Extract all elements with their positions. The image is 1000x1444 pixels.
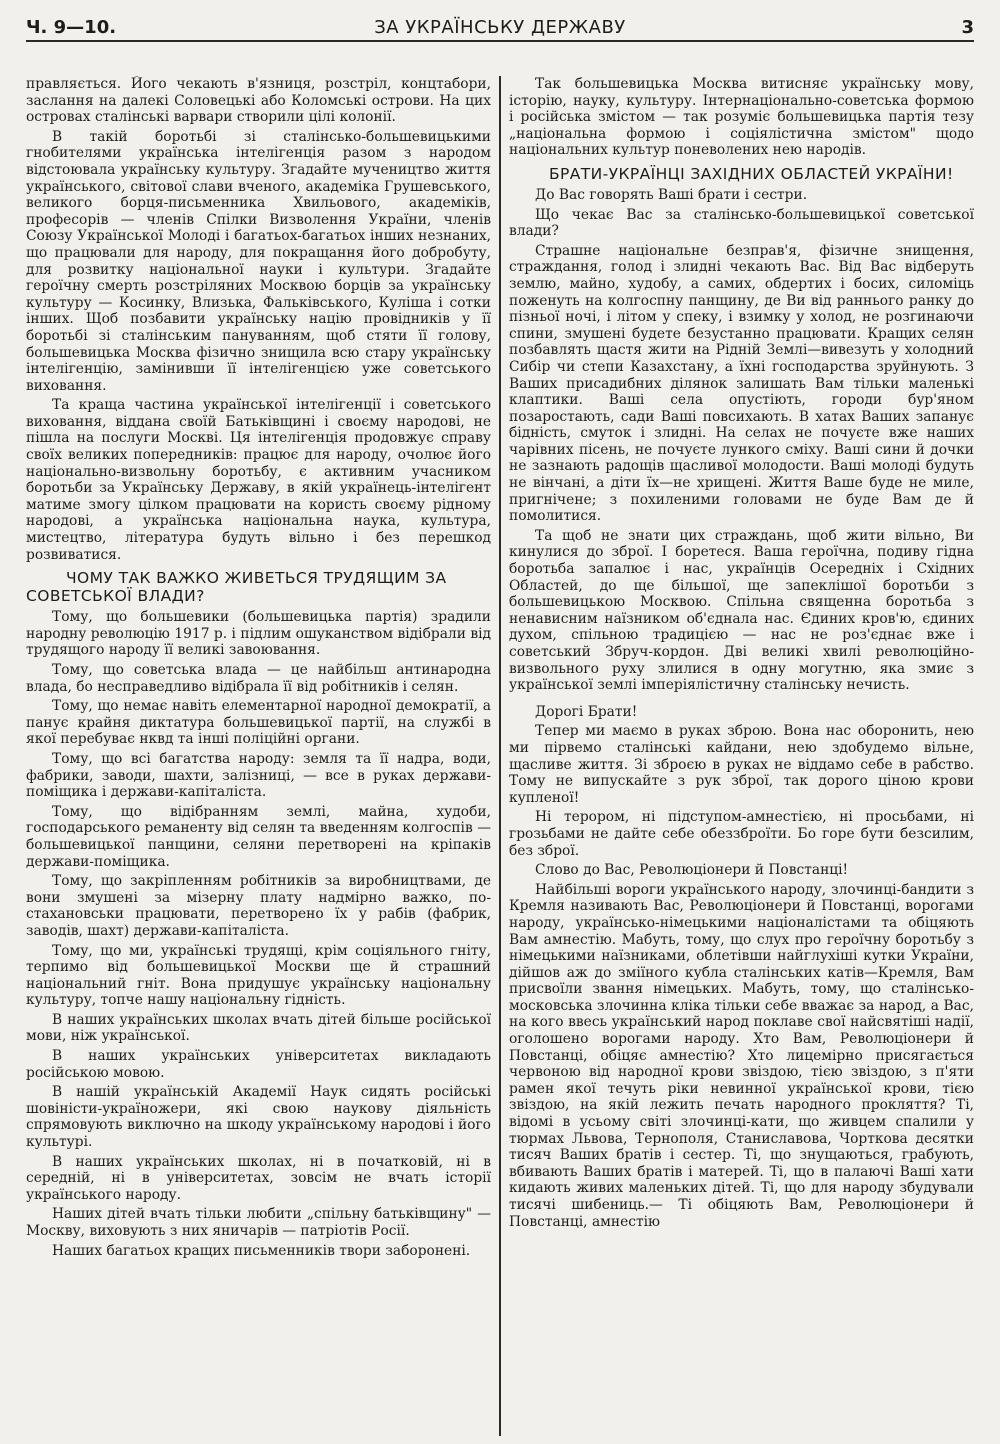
paragraph: Тому, що большевики (большевицька партія) зрадили народну революцію 1917 р. і підлим ошуканством відібрали від трудящого народу її великі завоювання. [26, 609, 491, 659]
paragraph: Тому, що ми, українські трудящі, крім соціяльного гніту, терпимо від большевицької Москви ще й страшний національний гніт. Вона придушує українську національну культуру, топче нашу національну гідність. [26, 942, 491, 1009]
paragraph: Та щоб не знати цих страждань, щоб жити вільно, Ви кинулися до зброї. І боретеся. Ваша героїчна, подиву гідна боротьба запалює і нас, українців Осередніх і Східних Областей, до ще більшої, ще запеклішої боротьби з большевицькою Москвою. Спільна священна боротьба з ненависним наїзником об'єднала нас. Єдиних кров'ю, єдиних духом, спільною традицією — нас не роз'єднає вже і советський Збруч-кордон. Дві великі хвилі революційно-визвольного руху злилися в одну могутню, яка змиє з української землі імперіялістичну сталінську нечисть. [509, 527, 974, 694]
paragraph: Та краща частина української інтелігенції і советського виховання, віддана своїй Батьківщині і своєму народові, не пішла на послуги Москві. Ця інтелігенція продовжує справу своїх великих попередників: працює для народу, очолює його національно-визвольну боротьбу, є активним учасником боротьби за Українську Державу, в якій українець-інтелігент матиме змогу цілком працювати на користь своєму рідному народові, а українська національна наука, культура, мистецтво, література будуть вільно і без перешкод розвиватися. [26, 397, 491, 563]
article-columns [26, 76, 974, 1436]
masthead [26, 14, 974, 42]
paragraph: Найбільші вороги українського народу, злочинці-бандити з Кремля називають Вас, Революціонери й Повстанці, ворогами народу, українсько-німецькими націоналістами та обіцяють Вам амнестію. Мабуть, тому, що слух про героїчну боротьбу з німецькими наїзниками, облетівши найглухіші кутки України, дійшов аж до зміїного кубла сталінських катів—Кремля, Вам присвоїли звання німецьких. Мабуть, тому, що сталінсько-московська злочинна кліка тільки себе вважає за народ, а Вас, на кого ввесь український народ поклаве свої найсвятіші надії, оголошено ворогами народу. Хто Вам, Революціонери й Повстанці, обіцяє амнестію? Хто лицемірно присягається червоною від народної крови звіздою, тією звіздою, з п'яти рамен якої течуть ріки невинної української крови, тією звіздою, на якій лежить печать народного прокляття? Ті, відомі в усьому світі злочинці-кати, що живцем спалили у тюрмах Львова, Тернополя, Станиславова, Чорткова десятки тисяч Ваших братів і сестер. Ті, що знущаються, грабують, вбивають Ваших братів і матерей. Ті, що в палаючі Ваші хати кидають живих маленьких дітей. Ті, що для народу збудували тисячі шибениць.— Ті обіцяють Вам, Революціонери й Повстанці, амнестію [509, 881, 974, 1230]
address-line: Дорогі Брати! [535, 703, 638, 720]
paragraph: Тому, що закріпленням робітників за виробництвами, де вони змушені за мізерну плату надмірно важко, по-стахановськи працювати, перетворено їх у рабів (фабрик, заводів, шахт) держави-капіталіста. [26, 873, 491, 939]
paragraph: Тому, що советська влада — це найбільш антинародна влада, бо несправедливо відібрала її від робітників і селян. [26, 662, 491, 695]
paragraph: В наших українських школах вчать дітей більше російської мови, ніж української. [26, 1011, 491, 1045]
paragraph: Страшне національне безправ'я, фізичне знищення, страждання, голод і злидні чекають Вас. Від Вас відберуть землю, майно, худобу, а самих, обдертих і босих, силоміць поженуть на колгоспну панщину, де Ви від раннього ранку до пізньої ночі, і літом у спеку, і взимку у холод, не розгинаючи спини, змушені будете безустанно працювати. Кращих селян позбавлять щастя жити на Рідній Землі—вивезуть у холодний Сибір чи степи Казахстану, а їхні господарства зруйнують. З Ваших присадибних ділянок залишать Вам тільки маленькі клаптики. Ваші села опустіють, городи бур'яном позаростають, сади Ваші повсихають. В хатах Ваших запанує бідність, смуток і злидні. На селах не почуєте вже наших чарівних пісень, не почуєте лункого сміху. Ваші сини й дочки не зазнають радощів щасливої молодости. Ваші молоді будуть не вінчані, а діти їх—не хрищені. Життя Ваше буде не миле, пригнічене; з похиленими головами не буде Вам де й помолитися. [509, 242, 974, 525]
paragraph: Тому, що відібранням землі, майна, худоби, господарського реманенту від селян та введенням колгоспів —большевицької панщини, селяни перетворені на кріпаків держави-поміщика. [26, 803, 491, 870]
paragraph: В наших українських університетах викладають російською мовою. [26, 1048, 491, 1081]
newspaper-title: ЗА УКРАЇНСЬКУ ДЕРЖАВУ [374, 16, 626, 38]
paragraph: До Вас говорять Ваші брати і сестри. [535, 186, 808, 203]
paragraph: Тому, що немає навіть елементарної народної демократії, а панує крайня диктатура большевицької партії, на службі в якої перебуває нквд та інші поліційні органи. [26, 698, 491, 748]
paragraph: В такій боротьбі зі сталінсько-большевицькими гнобителями українська інтелігенція разом з народом відстоювала українську культуру. Згадайте мучеництво життя українського, світової слави вченого, академіка Грушевського, великого борця-письменника Хвильового, академіків, професорів — членів Спілки Визволення України, членів Союзу Української Молоді і багатьох-багатьох інших незнаних, що працювали для народу, для покращання його добробуту, для розвитку національної науки і культури. Згадайте героїчну смерть розстріляних Москвою борців за українську культуру — Косинку, Влизька, Фальківського, Куліша і сотки інших. Щоб позбавити українську націю провідників у її боротьбі зі сталінським пануванням, щоб стяти її голову, большевицька Москва фізично знищила всю стару українську інтелігенцію, замінивши її інтелігенцією уже советського виховання. [26, 128, 491, 394]
paragraph: В нашій українській Академії Наук сидять російські шовіністи-українoжери, які свою наукову діяльність спрямовують виключно на шкоду українському народові і його культурі. [26, 1084, 491, 1151]
paragraph: Що чекає Вас за сталінсько-большевицької советської влади? [509, 206, 974, 240]
section-heading: БРАТИ-УКРАЇНЦІ ЗАХІДНИХ ОБЛАСТЕЙ УКРАЇНИ! [549, 164, 954, 183]
paragraph: Тому, що всі багатства народу: земля та її надра, води, фабрики, заводи, шахти, залізниці, — все в руках держави-поміщика і держави-капіталіста. [26, 750, 491, 801]
paragraph: Ні терором, ні підступом-амнестією, ні просьбами, ні грозьбами не дайте себе обеззброїти. Бо горе бути безсилим, без зброї. [509, 809, 974, 859]
paragraph: Наших дітей вчать тільки любити „спільну батьківщину" — Москву, виховують з них яничарів — патріотів Росії. [26, 1206, 491, 1239]
paragraph: правляється. Його чекають в'язниця, розстріл, концтабори, заслання на далекі Соловецькі або Коломські острови. На цих островах сталінські варвари створили цілі колонії. [26, 76, 491, 126]
issue-number: Ч. 9—10. [26, 16, 117, 38]
paragraph: Так большевицька Москва витисняє українську мову, історію, науку, культуру. Інтернаціонально-советська формою і російська змістом — так розуміє большевицька партія тезу „національна формою і соціялістична змістом" щодо національних культур поневолених нею народів. [509, 76, 974, 159]
address-line: Слово до Вас, Революціонери й Повстанці! [535, 862, 849, 879]
left-column [26, 76, 499, 1436]
right-column [501, 76, 974, 1436]
paragraph: Наших багатьох кращих письменників твори заборонені. [52, 1242, 471, 1259]
section-heading: ЧОМУ ТАК ВАЖКО ЖИВЕТЬСЯ ТРУДЯЩИМ ЗА СОВЕТСЬКОЇ ВЛАДИ? [26, 569, 447, 606]
paragraph: В наших українських школах, ні в початковій, ні в середній, ні в університетах, зовсім не вчать історії українського народу. [26, 1153, 491, 1203]
page-number: 3 [961, 16, 974, 38]
paragraph: Тепер ми маємо в руках зброю. Вона нас оборонить, нею ми пірвемо сталінські кайдани, нею здобудемо вільне, щасливе життя. Зі зброєю в руках не віддамо себе в рабство. Тому не випускайте з рук зброї, так дорого ціною крови купленої! [509, 723, 974, 806]
